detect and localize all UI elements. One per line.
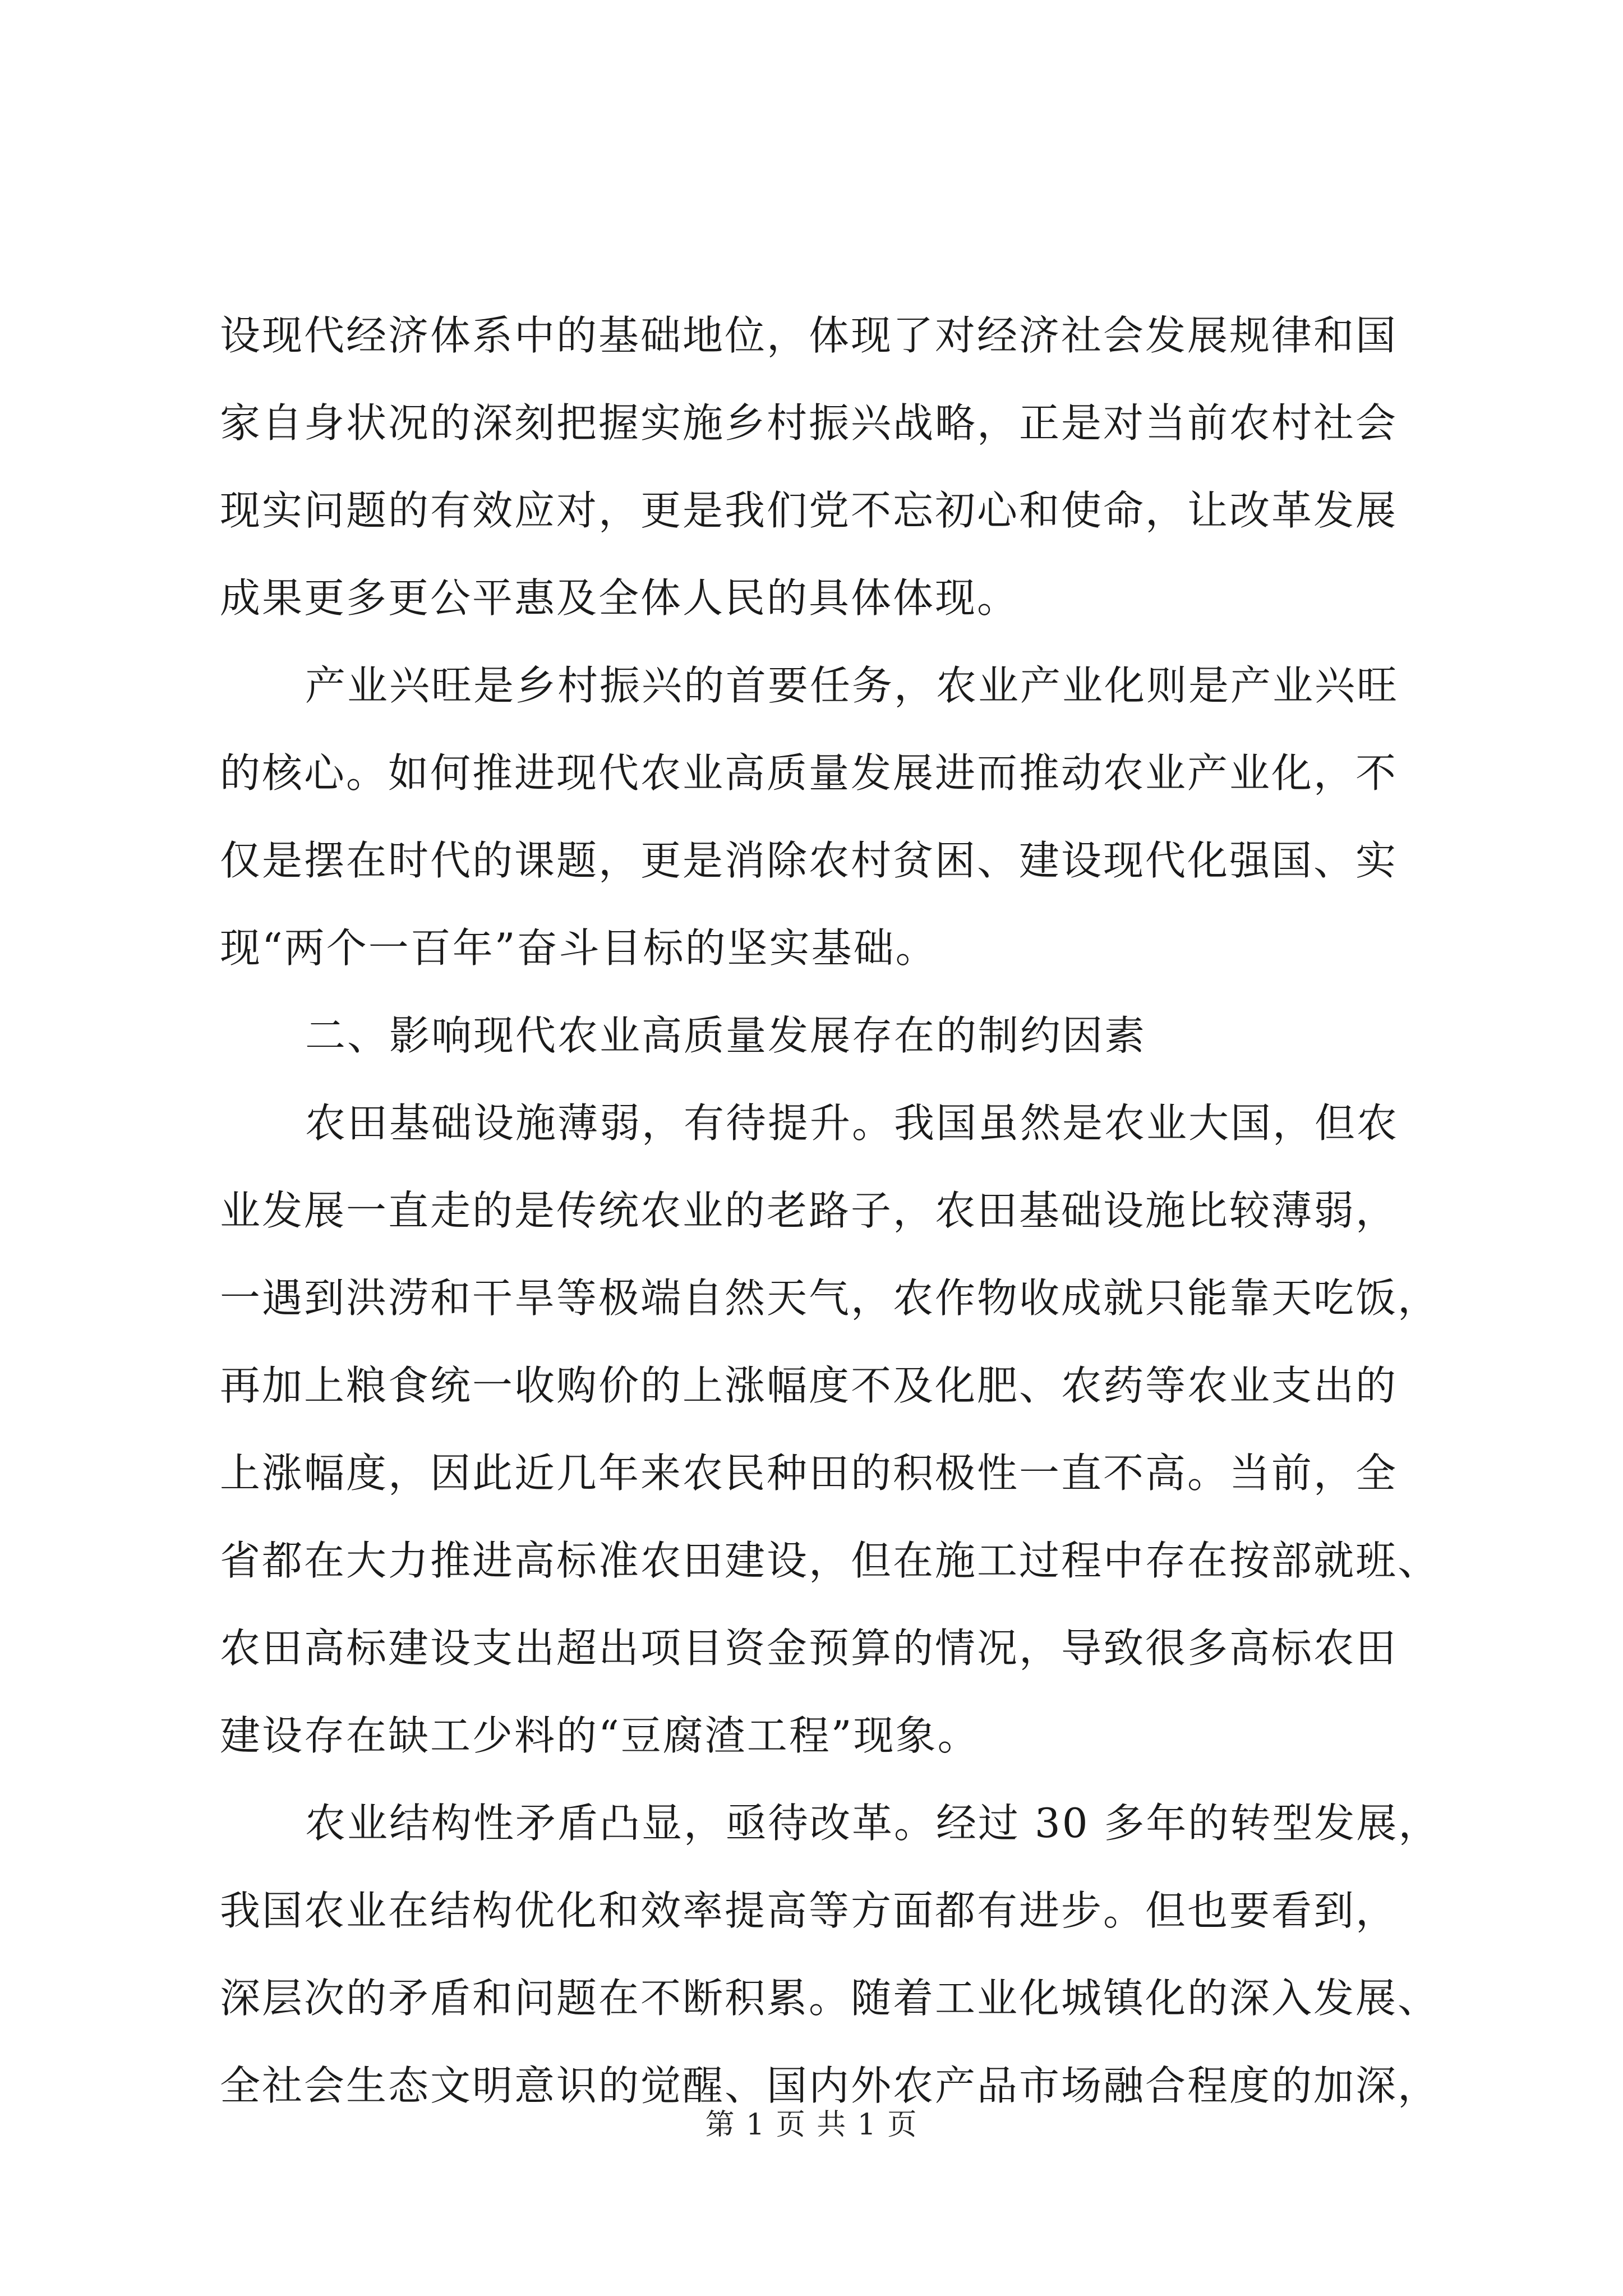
section-heading: 二、影响现代农业高质量发展存在的制约因素 — [305, 1012, 1147, 1059]
paragraph-start-line: 农业结构性矛盾凸显，亟待改革。经过 30 多年的转型发展， — [305, 1800, 1441, 1847]
text-line: 全社会生态文明意识的觉醒、国内外农产品市场融合程度的加深， — [220, 2062, 1440, 2109]
text-line: 省都在大力推进高标准农田建设，但在施工过程中存在按部就班、 — [220, 1537, 1440, 1584]
text-line: 建设存在缺工少料的“豆腐渣工程”现象。 — [220, 1712, 980, 1759]
text-line: 的核心。如何推进现代农业高质量发展进而推动农业产业化，不 — [220, 749, 1398, 797]
text-line: 再加上粮食统一收购价的上涨幅度不及化肥、农药等农业支出的 — [220, 1362, 1398, 1409]
text-line: 现实问题的有效应对，更是我们党不忘初心和使命，让改革发展 — [220, 487, 1398, 534]
paragraph-start-line: 产业兴旺是乡村振兴的首要任务，农业产业化则是产业兴旺 — [305, 662, 1399, 709]
text-line: 仅是摆在时代的课题，更是消除农村贫困、建设现代化强国、实 — [220, 837, 1398, 884]
text-line: 我国农业在结构优化和效率提高等方面都有进步。但也要看到， — [220, 1887, 1398, 1934]
text-line: 深层次的矛盾和问题在不断积累。随着工业化城镇化的深入发展、 — [220, 1975, 1440, 2022]
document-body — [220, 292, 1441, 2129]
text-line: 现“两个一百年”奋斗目标的坚实基础。 — [220, 924, 938, 972]
text-line: 业发展一直走的是传统农业的老路子，农田基础设施比较薄弱， — [220, 1187, 1398, 1234]
text-line: 设现代经济体系中的基础地位，体现了对经济社会发展规律和国 — [220, 312, 1398, 359]
text-line: 成果更多更公平惠及全体人民的具体体现。 — [220, 574, 1020, 622]
text-line: 上涨幅度，因此近几年来农民种田的积极性一直不高。当前，全 — [220, 1450, 1398, 1497]
text-line: 家自身状况的深刻把握实施乡村振兴战略，正是对当前农村社会 — [220, 399, 1398, 447]
paragraph-start-line: 农田基础设施薄弱，有待提升。我国虽然是农业大国，但农 — [305, 1099, 1399, 1147]
page-number-footer: 第 1 页 共 1 页 — [705, 2108, 918, 2142]
text-line: 农田高标建设支出超出项目资金预算的情况，导致很多高标农田 — [220, 1625, 1398, 1672]
text-line: 一遇到洪涝和干旱等极端自然天气，农作物收成就只能靠天吃饭， — [220, 1274, 1440, 1322]
